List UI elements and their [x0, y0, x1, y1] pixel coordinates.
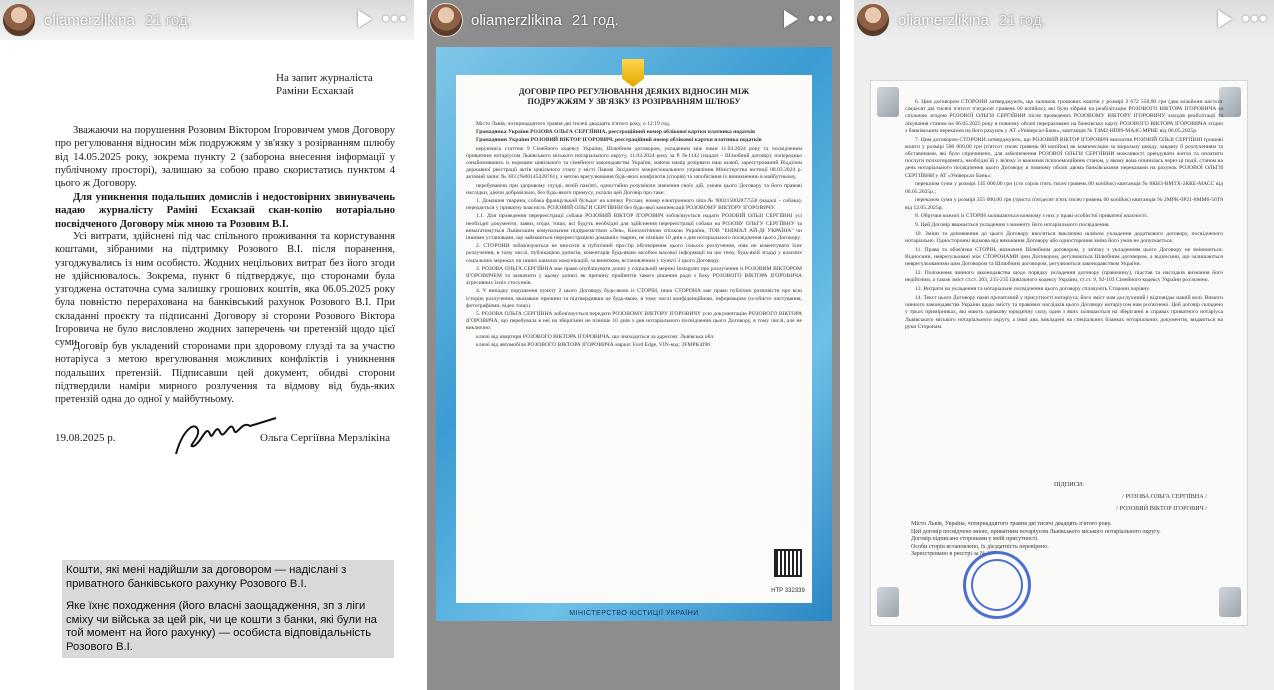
notary-certification: Місто Львів, Україна, чотирнадцятого травня дві тисячі двадцять п'ятого року. Цей договір посвідчено мною, приватним нотаріусом Львівського міського нотаріального округу. Договір підписано сторонами у моїй присутності. Особи сторін встановлено, їх дієздатність перевірено. Зареєстровано в реєстрі за № 137: [911, 521, 1161, 558]
post-time: 21 год.: [571, 11, 619, 29]
letter-address: На запит журналіста Раміни Есхакзай: [276, 72, 373, 97]
play-icon[interactable]: [358, 10, 372, 28]
signature-line-2: / РОЗОВИЙ ВІКТОР ІГОРОВИЧ /: [1116, 505, 1207, 512]
letter-paragraph: Договір був укладений сторонами при здоровому глузді та за участю нотаріуса з метою врегулювання можливих конфліктів і уникнення подальших претензій. Підписавши цей документ, обидві сторони підтвердили наміри мирного розлучення та відмову від будь-яких претензій одна до одної у майбутньому.: [55, 341, 395, 406]
hologram-icon: [877, 87, 899, 117]
post-time: 21 год.: [998, 11, 1046, 29]
more-options-icon[interactable]: •••: [807, 6, 834, 31]
post-time: 21 год.: [144, 11, 192, 29]
letter-signer: Ольга Сергіївна Мерзлікіна: [260, 432, 390, 444]
signatures-block: ПІДПИСИ: / РОЗОВА ОЛЬГА СЕРГІЇВНА / / РОЗОВИЙ ВІКТОР ІГОРОВИЧ /: [931, 479, 1207, 515]
story-panel-2[interactable]: [427, 0, 840, 690]
notary-stamp-icon: [963, 551, 1031, 619]
story-header: [427, 0, 840, 40]
letter-paragraph: Усі витрати, здійснені під час спільного проживання та користування коштами, зібраними на підтримку Розового В.І. після поранення, узгоджувались із ним особисто. Жодних нецільових витрат без його згоди не здійснювалось. Зокрема, пункт 6 підтверджує, що сторонами була узгоджена остаточна сума залишку грошових коштів, яка 06.05.2025 року була повністю перерахована на банківський рахунок Розового В.І. При складанні проєкту та підписанні Договору зі сторони Розового Віктора Ігоровича не було висловлено жодних заперечень чи претензій щодо цієї суми.: [55, 231, 395, 349]
play-icon[interactable]: [1218, 10, 1232, 28]
story-panel-1[interactable]: [0, 0, 414, 690]
username[interactable]: oliamerzlikina: [44, 11, 135, 29]
play-icon[interactable]: [784, 10, 798, 28]
qr-code-label: НТР 332339: [771, 588, 805, 594]
more-options-icon[interactable]: •••: [381, 6, 408, 31]
letter-document: [0, 40, 414, 690]
avatar[interactable]: [429, 3, 463, 37]
qr-code-icon: [774, 549, 802, 577]
story-header: [854, 0, 1274, 40]
letter-paragraph: Для уникнення подальших домислів і недостовірних звинувачень надаю журналісту Раміні Есхакзай скан-копію нотаріально посвідченого Договору між мною та Розовим В.І.: [55, 192, 395, 230]
avatar[interactable]: [856, 3, 890, 37]
contract-title: ДОГОВІР ПРО РЕГУЛЮВАННЯ ДЕЯКИХ ВІДНОСИН МІЖ ПОДРУЖЖЯМ У ЗВ'ЯЗКУ ІЗ РОЗІРВАННЯМ ШЛЮБУ: [518, 87, 750, 106]
letter-date: 19.08.2025 р.: [55, 432, 116, 444]
contract-body: 6. Цим договором СТОРОНИ затверджують, що залишок грошових коштів у розмірі 2 672 550,00 грн (два мільйони шістсот сімдесят дві тисячі п'ятсот п'ятдесят гривень 00 копійок), які були зібрані на реабілітацію РОЗОВОГО ВІКТОРА ІГОРОВИЧА за спільною згодою РОЗОВОЇ ОЛЬГИ СЕРГІЇВНИ після проведених РОЗОВОМУ ВІКТОРУ ІГОРОВИЧУ заходів реабілітації та лікування станом на 06.05.2025 року в повному обсязі перераховано на банківську карту РОЗОВОГО ВІКТОРА ІГОРОВИЧА згідно з банківським переказом на його рахунок у АТ «Універсал Банк», квитанція № Т4М2-НП89-МА4С-МРНЕ від 06.05.2025р. 7. Цим договором СТОРОНИ затверджують, що РОЗОВИЙ ВІКТОР ІГОРОВИЧ виплатив РОЗОВІЙ ОЛЬЗІ СЕРГІЇВНІ грошові кошти у розмірі 500 000,00 грн (п'ятсот тисяч гривень 00 копійок) як компенсацію за моральну шкоду, завдану її розлученням та обставинами, які було спричинено, для забезпечення РОЗОВОЇ ОЛЬГИ СЕРГІЇВНИ можливості орендувати житло та оплатити послуги психотерапевта, необхідні їй у зв'язку із важкими психоемоційним станом, у якому вона опинилась через ці події, станом на день нотаріального посвідчення цього Договору в повному обсязі двома банківськими переказами на рахунок РОЗОВОЇ ОЛЬГИ СЕРГІЇВНИ у АТ «Універсал Банк»: переказом суми у розмірі 145 000,00 грн (сто сорок п'ять тисяч гривень 00 копійок) квитанція № 8КН3-ВМТХ-2ККЕ-МАСС від 06.05.2025р.; переказом суми у розмірі 355 000,00 грн (триста п'ятдесят п'ять тисяч гривень 00 копійок) квитанція № 2МРК-0Р21-8ММ6-56Т8 від 12.05.2025р; 8. Обручки кожної із СТОРІН залишаються кожному з них у праві особистої приватної власності. 9. Цей Договір вважається укладеним з моменту його нотаріального посвідчення. 10. Зміни та доповнення до цього Договору вносяться виключно шляхом укладення додаткового договору, посвідченого нотаріально. Односторонні відмова від виконання Договору або одностороння зміна його умов не допускається. 11. Права та обов'язки СТОРІН, визначені Шлюбним договором, у зв'язку з укладенням цього Договору не змінюються. Відносини, неврегульовані між СТОРОНАМИ цим Договором, регулюються Шлюбним договором, а відносини, що залишаються неврегульованими цим Договором та Шлюбним договором, регулюються законодавством України. 12. Положення чинного законодавства щодо порядку укладення договору (правочину), підстав та наслідків визнання його недійсним, а також зміст ст.ст. 203, 215-235 Цивільного кодексу України, ст.ст. 9, 92-103 Сімейного кодексу України роз'яснено. 13. Витрати на укладення та нотаріальне посвідчення цього договору сплачують Сторони порівну. 14. Текст цього Договору нами прочитаний у присутності нотаріуса, його зміст нам дослухиний і відповідає нашій волі. Вимоги чинного законодавства України щодо змісту та правових наслідків цього Договору нотаріусом нам роз'яснено. Цей договір складено у трьох примірниках, які мають однакову юридичну силу, один з яких залишається на зберіганні в справах приватного нотаріуса Львівського міського нотаріального округу, а інші два, викладені на спеціальних бланках нотаріальних документів, видаються на руки Сторонам.: [905, 99, 1223, 330]
story-panel-3[interactable]: [854, 0, 1274, 690]
contract-body: Місто Львів, чотирнадцятого травня дві тисячі двадцять п'ятого року, о 12:19 год. Громадянка України РОЗОВА ОЛЬГА СЕРГІЇВНА, реєстраційний номер облікової картки платника податків Громадянин України РОЗОВИЙ ВІКТОР ІГОРОВИЧ, реєстраційний номер облікової картки платника податків керуючись статтею 9 Сімейного кодексу України, Шлюбним договором, укладеним між нами 11.03.2024 року та посвідченим приватним нотаріусом Львівського міського нотаріального округу, 11.03.2024 року за Р. №1142 (надалі – Шлюбний договір), попередньо ознайомившись із нормами цивільного та сімейного законодавства України, маючи намір розірвати наш шлюб, зареєстрований Відділом державної реєстрації актів цивільного стану у місті Львові Західного міжрегіонального управління Міністерства юстиції 08.03.2024 р. актовий запис № 383 (№00145428761), з метою врегулювання будь-яких конфліктів (спорів) та запобігання їх виникненню в майбутньому, перебуваючи при здоровому глузді, ясній пам'яті, одностайно розуміючи значення своїх дій, умови цього Договору та його правові наслідки, діючи добровільно, без будь-якого примусу, уклали цей Договір про таке: 1. Домашня тварина, собака французький бульдог на кличку Руслан, номер електронного чіпа № 900215002877558 (надалі – собака), передається у приватну власність РОЗОВИЙ ОЛЬГИ СЕРГІЇВНИ без будь-якої компенсації РОЗОВОМУ ВІКТОРУ ІГОРОВИЧУ. 1.1. Для проведення перереєстрації собаки РОЗОВИЙ ВІКТОР ІГОРОВИЧ зобов'язується надати РОЗОВІЙ ОЛЬЗІ СЕРГІЇВНІ усі необхідні документи, заяви, згоди, тощо, всі будуть необхідні для здійснення перереєстрації собаки на РОЗОВУ ОЛЬГУ СЕРГІЇВНУ та вимагатимуться Львівським комунальним підприємством «Лев», Кінологічною спілкою України, ТОВ "ЕНІМАЛ АЙ-ДІ УКРАЇНА" чи іншими установами, що займаються перереєстрацією домашніх тварин, не пізніше 10 днів з дня нотаріального посвідчення цього Договору. 2. СТОРОНИ зобов'язуються не вносити в публічний простір обговорення цього їхнього розлучення, ніяк не коментувати їхнє розлучення, в тому числі, публікацією дописів, коментарів будь-яким засобом масової інформації на цю тему, будь-якій згадці у власних соціальних мережах чи інших каналах комунікацій, за винятком, встановленим у пункті 3 цього Договору. 3. РОЗОВА ОЛЬГА СЕРГІЇВНА має право опублікувати допис у соціальній мережі Instagram про розлучення із РОЗОВИМ ВІКТОРОМ ІГОРОВИЧЕМ та зазначити у цьому дописі як причину прийняття такого рішення ради з боку РОЗОВОГО ВІКТОРА ІГОРОВИЧА агресивних їхніх стосунків. 4. У випадку порушення пункту 2 цього Договору будь-якою із СТОРІН, інша СТОРОНА має право публічно розповісти про всю історію розлучення, вказавши причини та підтвердивши це будь-якою, в тому числі конфіденційною, інформацією (особисте листування, фотографіями, відео тощо). 5. РОЗОВА ОЛЬГА СЕРГІЇВНА зобов'язується передати РОЗОВОМУ ВІКТОРУ ІГОРОВИЧУ усю документацію РОЗОВОГО ВІКТОРА ІГОРОВИЧА, що перебувала в неї на зберіганні не пізніше 10 днів з дня нотаріального посвідчення цього Договору, в тому числі, але не виключно: ключі від квартири РОЗОВОГО ВІКТОРА ІГОРОВИЧА, що знаходиться за адресою: Львівська обл. ключі від автомобіля РОЗОВОГО ВІКТОРА ІГОРОВИЧА марки: Ford Edge, VIN-код: 2FMPK4J96: [466, 121, 802, 348]
hologram-icon: [877, 587, 899, 617]
ministry-footer: МІНІСТЕРСТВО ЮСТИЦІЇ УКРАЇНИ: [569, 610, 699, 617]
hologram-icon: [1219, 587, 1241, 617]
signature-line-1: / РОЗОВА ОЛЬГА СЕРГІЇВНА /: [1122, 493, 1207, 500]
story-header: [0, 0, 414, 40]
username[interactable]: oliamerzlikina: [898, 11, 989, 29]
letter-paragraph: Зважаючи на порушення Розовим Віктором Ігоровичем умов Договору про регулювання відносин між подружжям у зв'язку з розірванням шлюбу від 14.05.2025 року, зокрема пункту 2 (заборона внесення інформації у публічному просторі), залишаю за собою право скористатись пунктом 4 цього ж Договору.: [55, 125, 395, 190]
contract-page-1: [436, 47, 832, 621]
caption-note: Кошти, які мені надійшли за договором — надіслані з приватного банківського рахунку Розового В.І. Яке їхнє походження (його власні заощадження, зп з ліги сміху чи війська за цей рік, чи це кошти з банки, які були на той момент на його рахунку) — особиста відповідальність Розового В.І.: [62, 560, 394, 658]
avatar[interactable]: [2, 3, 36, 37]
more-options-icon[interactable]: •••: [1241, 6, 1268, 31]
contract-page-2: [870, 80, 1248, 626]
username[interactable]: oliamerzlikina: [471, 11, 562, 29]
